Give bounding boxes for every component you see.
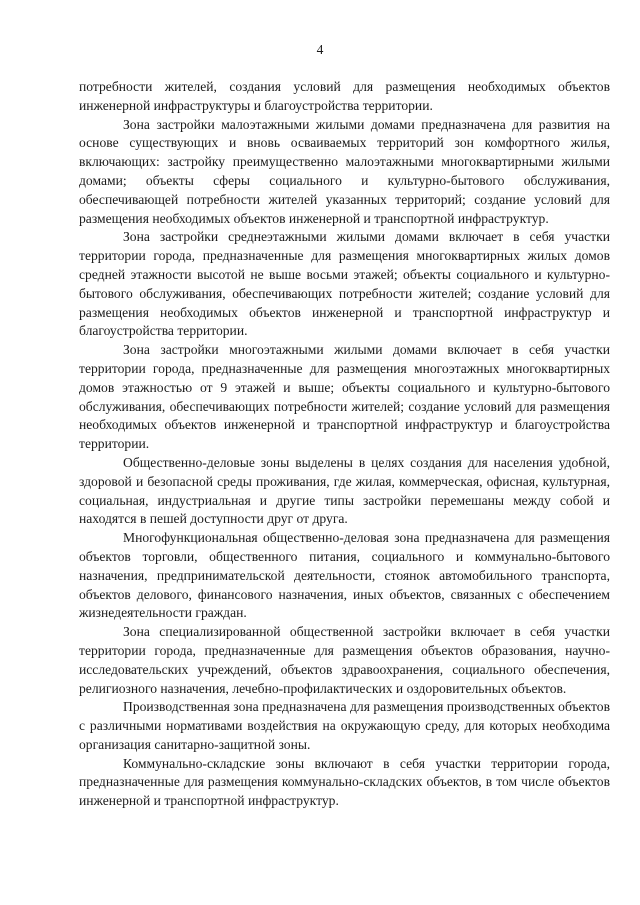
paragraph-specialized-public-zone: Зона специализированной общественной застройки включает в себя участки территории города, предназначенные для размещения объектов образования, научно-исследовательских учреждений, объектов здравоохранения, социального обеспечения, религиозного назначения, лечебно-профилактических и оздоровительных объектов. — [79, 624, 610, 696]
paragraph-public-business-zones: Общественно-деловые зоны выделены в целях создания для населения удобной, здоровой и безопасной среды проживания, где жилая, коммерческая, офисная, культурная, социальная, индустриальная и другие типы застройки перемешаны между собой и находятся в пешей доступности друг от друга. — [79, 454, 610, 527]
document-body — [79, 78, 610, 811]
paragraph-high-rise-zone: Зона застройки многоэтажными жилыми домами включает в себя участки территории города, предназначенные для размещения многоэтажных многоквартирных домов этажностью от 9 этажей и выше; объекты социального и культурно-бытового обслуживания, обеспечивающих потребности жителей; создание условий для размещения необходимых объектов инженерной и транспортной инфраструктур и благоустройства территории. — [79, 342, 610, 452]
paragraph-continuation: потребности жителей, создания условий для размещения необходимых объектов инженерной инфраструктуры и благоустройства территории. — [79, 79, 610, 113]
paragraph-municipal-warehouse-zones: Коммунально-складские зоны включают в себя участки территории города, предназначенные для размещения коммунально-складских объектов, в том числе объектов инженерной и транспортной инфраструктур. — [79, 755, 610, 809]
paragraph-industrial-zone: Производственная зона предназначена для размещения производственных объектов с различными нормативами воздействия на окружающую среду, для которых необходима организация санитарно-защитной зоны. — [79, 699, 610, 752]
paragraph-multifunctional-zone: Многофункциональная общественно-деловая зона предназначена для размещения объектов торговли, общественного питания, социального и коммунально-бытового назначения, предпринимательской деятельности, стоянок автомобильного транспорта, объектов делового, финансового назначения, иных объектов, связанных с обеспечением жизнедеятельности граждан. — [79, 530, 610, 621]
page-number: 4 — [316, 42, 324, 57]
paragraph-mid-rise-zone: Зона застройки среднеэтажными жилыми домами включает в себя участки территории города, предназначенные для размещения многоквартирных жилых домов средней этажности высотой не выше восьми этажей; объекты социального и культурно-бытового обслуживания, обеспечивающих потребности жителей; создание условий для размещения необходимых объектов инженерной и транспортной инфраструктур и благоустройства территории. — [79, 229, 610, 339]
paragraph-low-rise-zone: Зона застройки малоэтажными жилыми домами предназначена для развития на основе существующих и вновь осваиваемых территорий зон комфортного жилья, включающих: застройку преимущественно малоэтажными многоквартирными жилыми домами; объекты сферы социального и культурно-бытового обслуживания, обеспечивающей потребности жителей указанных территорий; создание условий для размещения необходимых объектов инженерной и транспортной инфраструктур. — [79, 116, 610, 226]
